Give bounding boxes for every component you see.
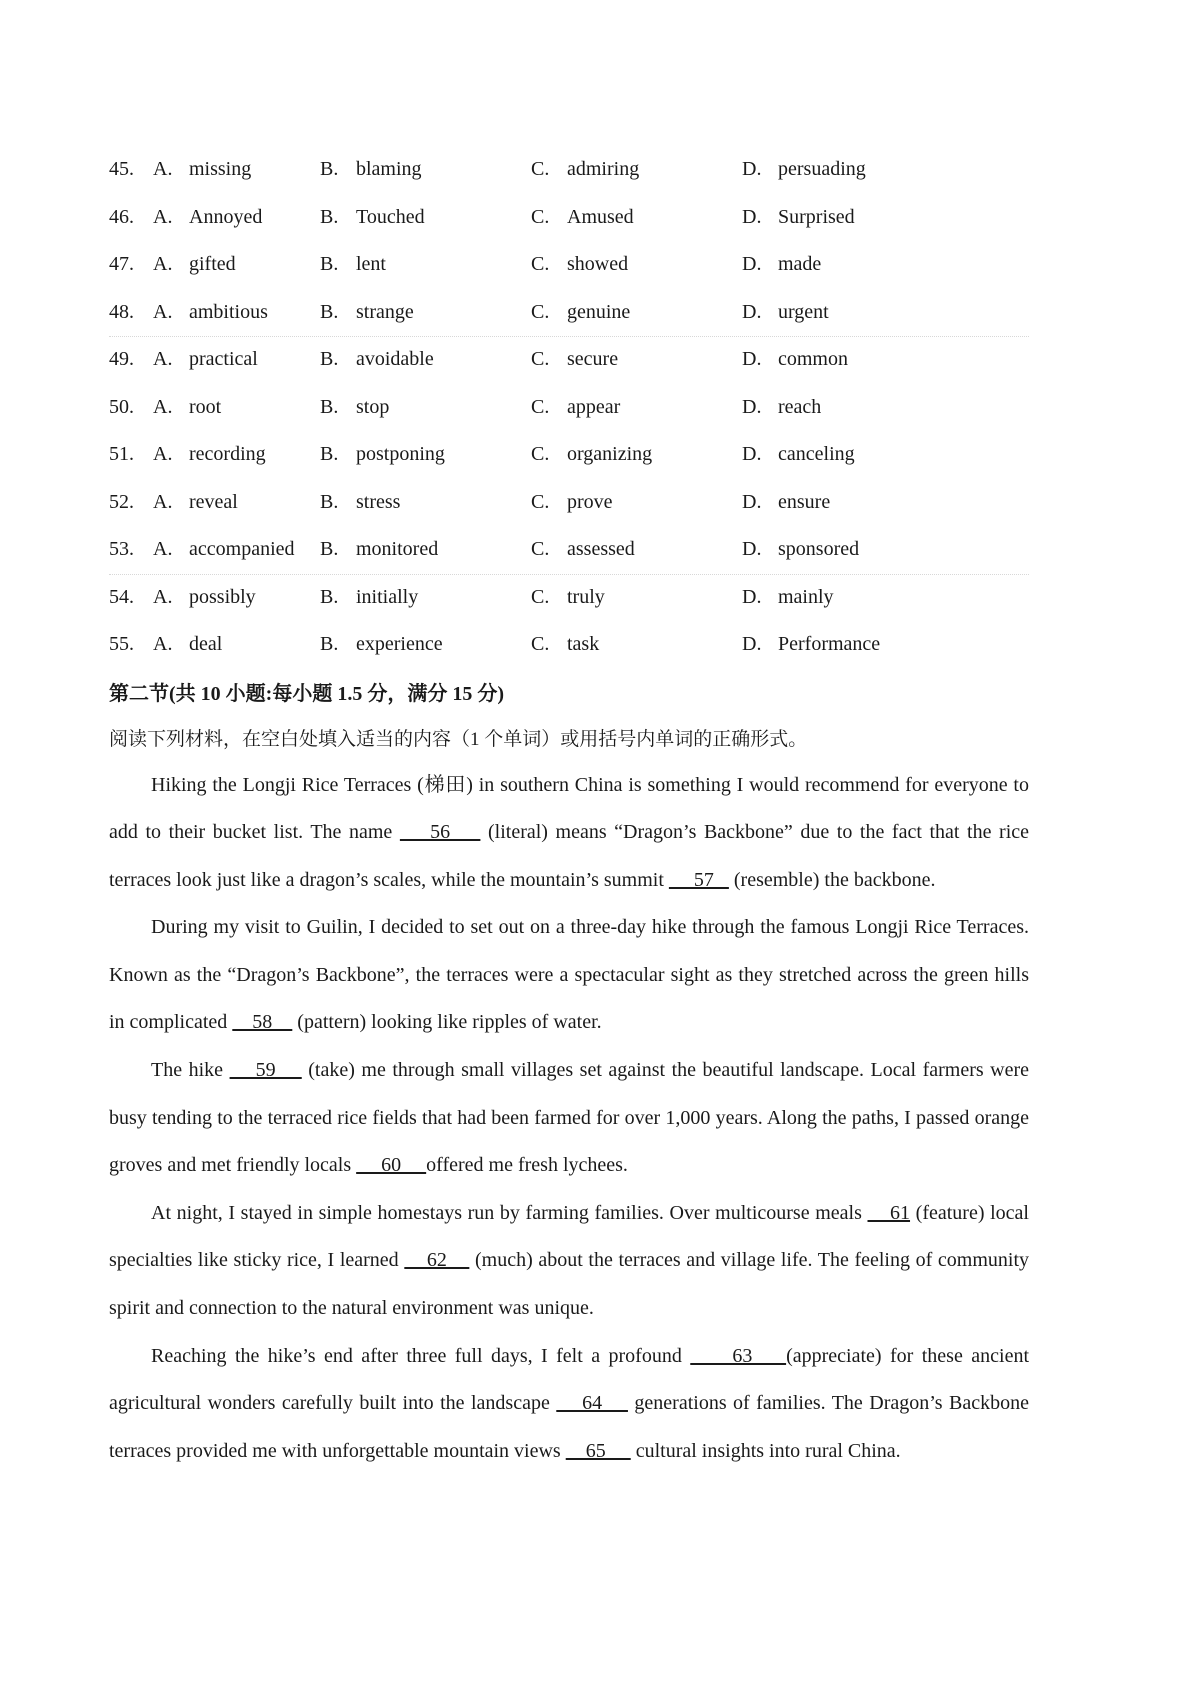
option-letter: A. xyxy=(153,158,173,181)
question-row xyxy=(109,241,1029,289)
option-text: sponsored xyxy=(778,538,860,561)
option-letter: D. xyxy=(742,395,762,418)
option-c[interactable] xyxy=(531,443,742,466)
option-letter: C. xyxy=(531,633,550,656)
option-text: accompanied xyxy=(189,538,295,561)
option-c[interactable] xyxy=(531,253,742,276)
option-d[interactable] xyxy=(742,491,982,514)
text: cultural insights into rural China. xyxy=(630,1439,901,1462)
option-text: urgent xyxy=(778,300,829,323)
option-c[interactable] xyxy=(531,396,742,419)
option-letter: C. xyxy=(531,538,550,561)
option-letter: B. xyxy=(320,443,339,466)
option-d[interactable] xyxy=(742,348,982,371)
option-b[interactable] xyxy=(320,491,531,514)
question-number: 51. xyxy=(109,443,134,466)
option-d[interactable] xyxy=(742,586,982,609)
option-letter: C. xyxy=(531,348,550,371)
option-text: root xyxy=(189,395,222,418)
question-number: 54. xyxy=(109,585,134,608)
option-b[interactable] xyxy=(320,206,531,229)
text: generations of families. The Dragon’s Backbone terraces provided me with unforgettable mountain views xyxy=(109,1392,1029,1462)
text: (literal) means “Dragon’s Backbone” due to the fact that the rice terraces look just like a dragon’s scales, while the mountain’s summit xyxy=(109,821,1030,891)
passage xyxy=(109,762,1029,1476)
question-number: 55. xyxy=(109,633,134,656)
blank-65[interactable]: 65 xyxy=(565,1439,631,1462)
option-letter: A. xyxy=(153,538,173,561)
question-row xyxy=(109,146,1029,194)
option-c[interactable] xyxy=(531,633,742,656)
option-text: organizing xyxy=(567,443,653,466)
text: (much) about the terraces and village life. The feeling of community spirit and connection to the natural environment was unique. xyxy=(109,1249,1030,1320)
option-a[interactable] xyxy=(153,348,320,371)
option-letter: B. xyxy=(320,395,339,418)
option-text: lent xyxy=(356,253,386,276)
option-c[interactable] xyxy=(531,158,742,181)
text: (appreciate) for these ancient agricultural wonders carefully built into the landscape xyxy=(109,1344,1030,1415)
question-number: 52. xyxy=(109,490,134,513)
option-letter: B. xyxy=(320,158,339,181)
option-letter: A. xyxy=(153,300,173,323)
option-a[interactable] xyxy=(153,253,320,276)
option-letter: D. xyxy=(742,443,762,466)
option-text: possibly xyxy=(189,585,256,608)
question-number: 46. xyxy=(109,205,134,228)
question-number: 48. xyxy=(109,300,134,323)
option-text: ambitious xyxy=(189,300,268,323)
option-letter: B. xyxy=(320,538,339,561)
exam-page xyxy=(109,146,1029,1475)
option-text: canceling xyxy=(778,443,855,466)
option-b[interactable] xyxy=(320,348,531,371)
text: (pattern) looking like ripples of water. xyxy=(292,1011,602,1034)
blank-63[interactable]: 63 xyxy=(690,1344,787,1367)
text: (take) me through small villages set against the beautiful landscape. Local farmers were busy tending to the terraced rice fields that had been farmed for over 1,000 years. Along the paths, I passed orange groves and met friendly locals xyxy=(109,1059,1030,1177)
option-text: stress xyxy=(356,490,401,513)
option-c[interactable] xyxy=(531,348,742,371)
option-text: common xyxy=(778,348,848,371)
option-letter: D. xyxy=(742,158,762,181)
question-number: 47. xyxy=(109,253,134,276)
option-letter: A. xyxy=(153,490,173,513)
option-letter: C. xyxy=(531,300,550,323)
option-a[interactable] xyxy=(153,206,320,229)
option-text: truly xyxy=(567,585,605,608)
option-b[interactable] xyxy=(320,301,531,324)
option-d[interactable] xyxy=(742,206,982,229)
option-letter: A. xyxy=(153,443,173,466)
option-c[interactable] xyxy=(531,538,742,561)
question-row xyxy=(109,194,1029,242)
option-text: ensure xyxy=(778,490,831,513)
option-text: task xyxy=(567,633,600,656)
blank-64[interactable]: 64 xyxy=(556,1392,628,1415)
paragraph-2 xyxy=(109,904,1029,1047)
text: The hike xyxy=(151,1059,230,1082)
option-letter: D. xyxy=(742,300,762,323)
option-letter: A. xyxy=(153,348,173,371)
option-text: missing xyxy=(189,158,252,181)
option-d[interactable] xyxy=(742,301,982,324)
question-number: 53. xyxy=(109,538,134,561)
option-letter: D. xyxy=(742,585,762,608)
option-c[interactable] xyxy=(531,206,742,229)
option-letter: D. xyxy=(742,205,762,228)
option-letter: D. xyxy=(742,538,762,561)
section-title: 第二节(共 10 小题:每小题 1.5 分，满分 15 分) xyxy=(109,682,504,705)
blank-58[interactable]: 58 xyxy=(232,1011,293,1034)
question-row xyxy=(109,431,1029,479)
option-d[interactable] xyxy=(742,158,982,181)
option-letter: B. xyxy=(320,300,339,323)
option-a[interactable] xyxy=(153,538,320,561)
option-d[interactable] xyxy=(742,538,982,561)
option-letter: D. xyxy=(742,490,762,513)
option-b[interactable] xyxy=(320,396,531,419)
question-row xyxy=(109,574,1029,622)
option-letter: C. xyxy=(531,158,550,181)
paragraph-4 xyxy=(109,1190,1029,1333)
text: Reaching the hike’s end after three full days, I felt a profound xyxy=(151,1344,691,1367)
option-text: reveal xyxy=(189,490,238,513)
option-d[interactable] xyxy=(742,396,982,419)
option-b[interactable] xyxy=(320,253,531,276)
option-letter: B. xyxy=(320,490,339,513)
option-letter: B. xyxy=(320,253,339,276)
option-letter: C. xyxy=(531,585,550,608)
option-letter: A. xyxy=(153,633,173,656)
option-text: avoidable xyxy=(356,348,434,371)
question-row xyxy=(109,526,1029,574)
option-text: showed xyxy=(567,253,629,276)
option-text: made xyxy=(778,253,822,276)
option-text: assessed xyxy=(567,538,635,561)
option-text: blaming xyxy=(356,158,422,181)
option-a[interactable] xyxy=(153,301,320,324)
option-text: reach xyxy=(778,395,822,418)
option-letter: C. xyxy=(531,443,550,466)
option-letter: C. xyxy=(531,395,550,418)
text: Hiking the Longji Rice Terraces (梯田) in southern China is something I would recommend for everyone to add to their bucket list. The name xyxy=(109,773,1029,844)
paragraph-3 xyxy=(109,1047,1029,1190)
option-text: secure xyxy=(567,348,619,371)
question-row xyxy=(109,289,1029,337)
option-b[interactable] xyxy=(320,538,531,561)
question-row xyxy=(109,621,1029,669)
blank-59[interactable]: 59 xyxy=(229,1059,302,1082)
option-text: initially xyxy=(356,585,419,608)
option-text: recording xyxy=(189,443,266,466)
question-number: 45. xyxy=(109,158,134,181)
blank-57[interactable]: 57 xyxy=(668,868,729,891)
option-text: deal xyxy=(189,633,223,656)
option-text: stop xyxy=(356,395,390,418)
option-text: Performance xyxy=(778,633,881,656)
option-letter: B. xyxy=(320,205,339,228)
option-text: gifted xyxy=(189,253,236,276)
option-a[interactable] xyxy=(153,633,320,656)
option-a[interactable] xyxy=(153,443,320,466)
question-row xyxy=(109,479,1029,527)
option-a[interactable] xyxy=(153,586,320,609)
blank-56[interactable]: 56 xyxy=(399,821,481,844)
option-c[interactable] xyxy=(531,586,742,609)
option-letter: C. xyxy=(531,253,550,276)
blank-62[interactable]: 62 xyxy=(404,1249,470,1272)
option-text: Amused xyxy=(567,205,634,228)
blank-61[interactable]: 61 xyxy=(867,1201,911,1224)
option-letter: D. xyxy=(742,253,762,276)
text: (resemble) the backbone. xyxy=(728,868,936,891)
option-text: Surprised xyxy=(778,205,855,228)
option-b[interactable] xyxy=(320,443,531,466)
option-c[interactable] xyxy=(531,491,742,514)
option-c[interactable] xyxy=(531,301,742,324)
option-a[interactable] xyxy=(153,491,320,514)
option-letter: A. xyxy=(153,253,173,276)
option-b[interactable] xyxy=(320,158,531,181)
paragraph-1 xyxy=(109,762,1029,905)
question-row xyxy=(109,336,1029,384)
question-number: 50. xyxy=(109,395,134,418)
option-letter: D. xyxy=(742,348,762,371)
option-text: persuading xyxy=(778,158,866,181)
option-b[interactable] xyxy=(320,633,531,656)
option-text: Annoyed xyxy=(189,205,263,228)
option-letter: B. xyxy=(320,633,339,656)
option-text: prove xyxy=(567,490,613,513)
option-letter: A. xyxy=(153,395,173,418)
option-letter: A. xyxy=(153,585,173,608)
option-text: experience xyxy=(356,633,443,656)
option-d[interactable] xyxy=(742,443,982,466)
option-a[interactable] xyxy=(153,158,320,181)
text: At night, I stayed in simple homestays run by farming families. Over multicourse meals xyxy=(151,1201,868,1224)
text: During my visit to Guilin, I decided to set out on a three-day hike through the famous Longji Rice Terraces. Known as the “Dragon’s Backbone”, the terraces were a spectacular sight as they stretched across the green hills in complicated xyxy=(109,916,1029,1034)
section-instruction: 阅读下列材料，在空白处填入适当的内容（1 个单词）或用括号内单词的正确形式。 xyxy=(109,728,808,750)
text: (feature) local specialties like sticky rice, I learned xyxy=(109,1201,1029,1272)
option-text: genuine xyxy=(567,300,631,323)
option-text: strange xyxy=(356,300,414,323)
option-text: appear xyxy=(567,395,621,418)
option-text: mainly xyxy=(778,585,834,608)
option-letter: C. xyxy=(531,490,550,513)
question-row xyxy=(109,384,1029,432)
option-letter: B. xyxy=(320,585,339,608)
option-text: Touched xyxy=(356,205,425,228)
option-d[interactable] xyxy=(742,633,982,656)
option-letter: D. xyxy=(742,633,762,656)
option-d[interactable] xyxy=(742,253,982,276)
option-letter: A. xyxy=(153,205,173,228)
paragraph-5 xyxy=(109,1333,1029,1476)
option-a[interactable] xyxy=(153,396,320,419)
option-text: postponing xyxy=(356,443,445,466)
option-letter: B. xyxy=(320,348,339,371)
question-list xyxy=(109,146,1029,669)
option-text: admiring xyxy=(567,158,640,181)
option-b[interactable] xyxy=(320,586,531,609)
option-text: practical xyxy=(189,348,258,371)
question-number: 49. xyxy=(109,348,134,371)
blank-60[interactable]: 60 xyxy=(356,1154,427,1177)
option-letter: C. xyxy=(531,205,550,228)
option-text: monitored xyxy=(356,538,439,561)
text: offered me fresh lychees. xyxy=(426,1154,628,1177)
